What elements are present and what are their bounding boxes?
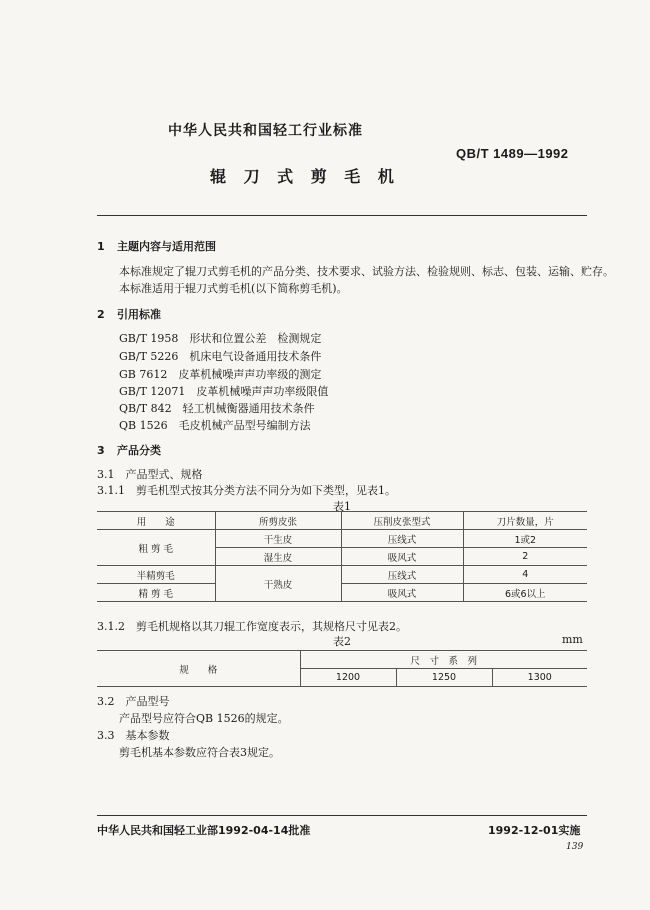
table-cell: 1250 <box>396 669 492 687</box>
section-title: 主题内容与适用范围 <box>117 240 216 253</box>
approval-line: 中华人民共和国轻工业部1992-04-14批准 <box>97 824 311 837</box>
section-number: 3 <box>97 444 105 457</box>
table-header-cell: 刀片数量，片 <box>463 512 587 530</box>
document-title: 辊 刀 式 剪 毛 机 <box>210 167 400 186</box>
footer-rule <box>97 815 587 816</box>
section-1-heading <box>97 238 216 254</box>
issuing-body: 中华人民共和国轻工行业标准 <box>168 123 363 139</box>
table-cell: 压线式 <box>341 530 463 548</box>
table-cell: 粗 剪 毛 <box>97 530 215 566</box>
table-cell: 干熟皮 <box>215 566 341 602</box>
reference-item: GB/T 12071 皮革机械噪声声功率级限值 <box>119 385 329 398</box>
table-cell: 精 剪 毛 <box>97 584 215 602</box>
section-number: 1 <box>97 240 105 253</box>
table-row <box>97 584 587 602</box>
table-header-row <box>97 651 587 669</box>
subsection-3-3: 3.3 基本参数 <box>97 729 170 742</box>
section-1-paragraph-2: 本标准适用于辊刀式剪毛机(以下简称剪毛机)。 <box>119 282 348 295</box>
table-header-cell: 压削皮张型式 <box>341 512 463 530</box>
table-cell: 1300 <box>492 669 587 687</box>
table-header-cell: 尺 寸 系 列 <box>300 651 587 669</box>
table-row <box>97 530 587 548</box>
table-cell: 吸风式 <box>341 548 463 566</box>
table-cell: 2 <box>463 548 587 566</box>
table-2-unit: mm <box>562 633 583 646</box>
subsection-3-3-text: 剪毛机基本参数应符合表3规定。 <box>119 746 280 759</box>
header-rule <box>97 215 587 216</box>
section-1-paragraph-1: 本标准规定了辊刀式剪毛机的产品分类、技术要求、试验方法、检验规则、标志、包装、运输、贮存。 <box>119 265 614 278</box>
table-cell: 1或2 <box>463 530 587 548</box>
table-cell: 6或6以上 <box>463 584 587 602</box>
table-1-caption: 表1 <box>333 500 351 513</box>
reference-item: GB/T 1958 形状和位置公差 检测规定 <box>119 332 322 345</box>
table-row <box>97 566 587 584</box>
section-2-heading <box>97 306 161 322</box>
table-cell: 1200 <box>300 669 396 687</box>
reference-item: GB/T 5226 机床电气设备通用技术条件 <box>119 350 322 363</box>
table-cell: 半精剪毛 <box>97 566 215 584</box>
page-number: 139 <box>566 842 584 852</box>
section-title: 产品分类 <box>117 444 161 457</box>
subsection-3-2-text: 产品型号应符合QB 1526的规定。 <box>119 712 289 725</box>
table-cell: 4 <box>463 566 587 584</box>
table-1 <box>97 511 587 602</box>
subsection-3-1-1: 3.1.1 剪毛机型式按其分类方法不同分为如下类型，见表1。 <box>97 484 396 497</box>
table-cell: 压线式 <box>341 566 463 584</box>
section-number: 2 <box>97 308 105 321</box>
subsection-3-2: 3.2 产品型号 <box>97 695 170 708</box>
table-cell: 湿生皮 <box>215 548 341 566</box>
subsection-3-1: 3.1 产品型式、规格 <box>97 468 203 481</box>
reference-item: GB 7612 皮革机械噪声声功率级的测定 <box>119 368 322 381</box>
subsection-3-1-2: 3.1.2 剪毛机规格以其刀辊工作宽度表示，其规格尺寸见表2。 <box>97 620 407 633</box>
table-header-cell: 所剪皮张 <box>215 512 341 530</box>
table-cell: 干生皮 <box>215 530 341 548</box>
effective-date: 1992-12-01实施 <box>488 824 581 837</box>
reference-item: QB/T 842 轻工机械衡器通用技术条件 <box>119 402 315 415</box>
standard-number: QB/T 1489—1992 <box>456 146 569 161</box>
table-2-caption: 表2 <box>333 635 351 648</box>
table-2 <box>97 650 587 687</box>
table-header-cell: 用 途 <box>97 512 215 530</box>
section-title: 引用标准 <box>117 308 161 321</box>
reference-item: QB 1526 毛皮机械产品型号编制方法 <box>119 419 311 432</box>
section-3-heading <box>97 442 161 458</box>
table-header-row <box>97 512 587 530</box>
table-header-cell: 规 格 <box>97 651 300 687</box>
table-cell: 吸风式 <box>341 584 463 602</box>
